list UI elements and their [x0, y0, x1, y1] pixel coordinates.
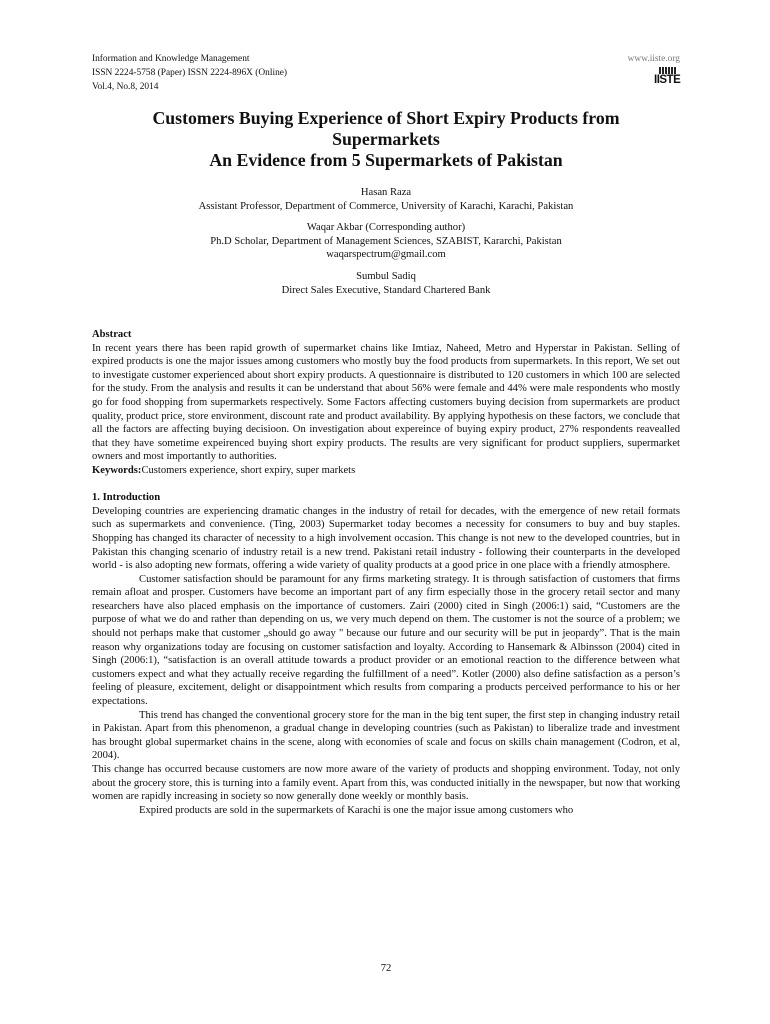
- title-line-2: Supermarkets: [332, 129, 440, 149]
- author-name: Sumbul Sadiq: [356, 270, 416, 282]
- intro-paragraph-5: Expired products are sold in the supermarkets of Karachi is one the major issue among customers who: [139, 804, 574, 816]
- title-line-1: Customers Buying Experience of Short Expiry Products from: [152, 108, 620, 128]
- author-2: [92, 221, 680, 262]
- author-1: [92, 186, 680, 213]
- author-name: Hasan Raza: [360, 187, 412, 198]
- author-affiliation: Assistant Professor, Department of Commerce, University of Karachi, Karachi, Pakistan: [198, 200, 574, 212]
- paper-body: [92, 328, 680, 817]
- author-block: [92, 186, 680, 305]
- journal-url-link[interactable]: www.iiste.org: [627, 54, 680, 64]
- keywords-line: [92, 464, 680, 478]
- logo-text: IISTE: [654, 74, 681, 86]
- paper-page: [92, 0, 680, 1024]
- intro-heading: 1. Introduction: [92, 492, 161, 504]
- keywords-label: Keywords:: [92, 464, 142, 476]
- author-email: waqarspectrum@gmail.com: [326, 249, 446, 261]
- title-line-3: An Evidence from 5 Supermarkets of Pakistan: [209, 150, 563, 170]
- intro-paragraph-3: This trend has changed the conventional grocery store for the man in the big tent super, the first step in changing industry retail in Pakistan. Apart from this phenomenon, a gradual change in developing countries (such as Pakistan) to liberalize trade and investment has brought global supermarket chains in the scene, along with economies of scale and focus on skills chain management (Codron, et al, 2004).: [92, 709, 680, 762]
- iiste-logo: [654, 67, 680, 89]
- intro-paragraph-1: Developing countries are experiencing dramatic changes in the industry of retail for decades, with the emergence of new retail formats such as supermarkets and convenience. (Ting, 2003) Supermarket today becomes a necessity for consumers to buy and buy staples. Shopping has changed its character of necessity to a high involvement occasion. This change is not new to the developed countries, but in Pakistan this changing scenario of industry retail is a new trend. Pakistani retail industry - following their counterparts in the developed world - is also adopting new formats, offering a wide variety of quality products at a good price in one place with a friendly atmosphere.: [92, 505, 680, 572]
- keywords-text: Customers experience, short expiry, super markets: [141, 464, 356, 476]
- abstract-heading: Abstract: [92, 329, 132, 340]
- abstract-text: In recent years there has been rapid growth of supermarket chains like Imtiaz, Naheed, Metro and Hyperstar in Pakistan. Selling of expired products is one the major issues among customers who mostly buy the food products from supermarkets. In this report, We set out to investigate customer experienced about short expiry products. A questionnaire is distributed to 120 customers in which 100 are selected for the study. From the analysis and results it can be understand that about 56% were female and 44% were male respondents who mostly go for food shopping from supermarkets respectively. Some Factors affecting customers buying decision from supermarkets are product quality, product price, store environment, discount rate and product availability. By applying hypothesis on these factors, we conclude that all the factors are affecting buying decisioon. On investigation about expereince of buying expiry product, 27% respondents reavealled that they have sometime expeirenced buying short expiry products. The results are very significant for product suppliers, supermarket owners and most importantly to authorities.: [92, 342, 680, 463]
- author-affiliation: Direct Sales Executive, Standard Chartered Bank: [281, 284, 491, 296]
- journal-name: Information and Knowledge Management: [92, 54, 250, 64]
- page-number: 72: [380, 963, 392, 974]
- running-header: [92, 52, 680, 94]
- author-affiliation: Ph.D Scholar, Department of Management Sciences, SZABIST, Kararchi, Pakistan: [210, 235, 562, 247]
- author-name: Waqar Akbar (Corresponding author): [306, 222, 466, 234]
- volume-line: Vol.4, No.8, 2014: [92, 82, 159, 92]
- intro-paragraph-4: This change has occurred because customers are now more aware of the variety of products and shopping environment. Today, not only about the grocery store, this is turning into a family event. Apart from this, was conducted initially in the newspaper, but now that working women are rapidly increasing in society so now generally done weekly or monthly basis.: [92, 764, 680, 803]
- intro-paragraph-2: Customer satisfaction should be paramount for any firms marketing strategy. It is through satisfaction of customers that firms remain afloat and prosper. Customers have become an important part of any firm especially those in the grocery retail sector and many researchers have also placed emphasis on the importance of customers. Zairi (2000) cited in Singh (2006:1) said, “Customers are the purpose of what we do and rather than depending on us, we very much depend on them. The customer is not the source of a problem; we should not perhaps make that customer „should go away " because our future and our security will be put in jeopardy”. That is the main reason why organizations today are focusing on customer satisfaction and loyalty. According to Hansemark & Albinsson (2004) cited in Singh (2006:1), “satisfaction is an overall attitude towards a product provider or an emotional reaction to the difference between what customers expect and what they actually receive regarding the fulfillment of a need”. Kotler (2000) also define satisfaction as a person’s feeling of pleasure, excitement, delight or disappointment which results from comparing a products perceived performance to his or her expectations.: [92, 573, 680, 708]
- issn-line: ISSN 2224-5758 (Paper) ISSN 2224-896X (Online): [92, 68, 288, 78]
- paper-title: [92, 108, 680, 171]
- author-3: [92, 270, 680, 297]
